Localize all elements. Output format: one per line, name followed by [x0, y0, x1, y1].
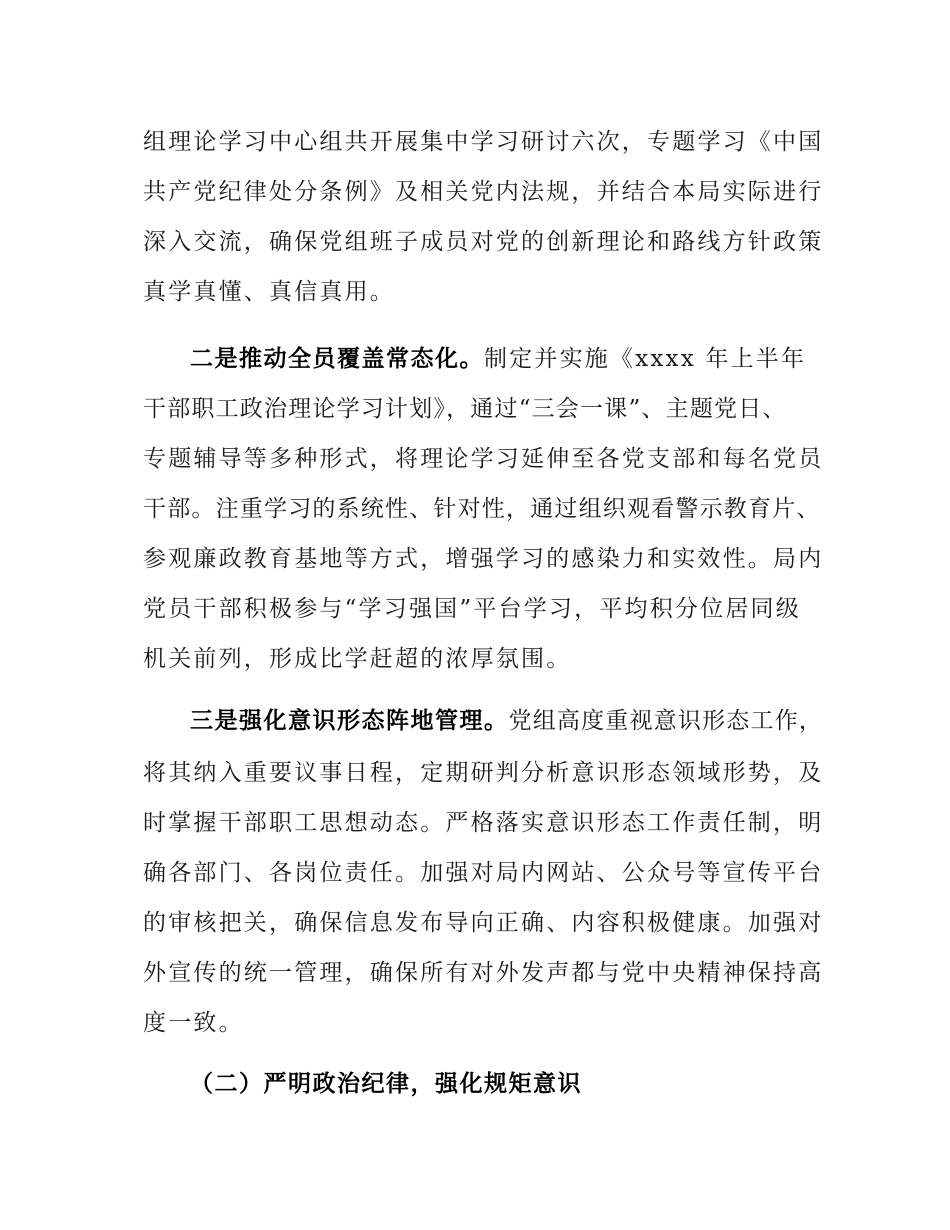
- paragraph-line: 组理论学习中心组共开展集中学习研讨六次，专题学习《中国: [143, 129, 824, 155]
- paragraph-line: 党员干部积极参与“学习强国”平台学习，平均积分位居同级: [143, 596, 801, 622]
- paragraph-line: 真学真懂、真信真用。: [143, 279, 395, 305]
- paragraph-first-line: [190, 344, 880, 374]
- paragraph-line: 度一致。: [143, 1010, 244, 1036]
- paragraph-line: 深入交流，确保党组班子成员对党的创新理论和路线方针政策: [143, 229, 824, 255]
- paragraph-line: 专题辅导等多种形式，将理论学习延伸至各党支部和每名党员: [143, 446, 824, 472]
- paragraph-line: 时掌握干部职工思想动态。严格落实意识形态工作责任制，明: [143, 810, 824, 836]
- paragraph-line: 参观廉政教育基地等方式，增强学习的感染力和实效性。局内: [143, 546, 824, 572]
- paragraph-line: 的审核把关，确保信息发布导向正确、内容积极健康。加强对: [143, 910, 824, 936]
- paragraph-line: 机关前列，形成比学赶超的浓厚氛围。: [143, 646, 572, 672]
- paragraph-first-line: [190, 706, 880, 736]
- paragraph-text: 党组高度重视意识形态工作，: [508, 708, 824, 734]
- paragraph-line: 确各部门、各岗位责任。加强对局内网站、公众号等宣传平台: [143, 860, 824, 886]
- paragraph-text: 制定并实施《xxxx 年上半年: [484, 346, 807, 372]
- paragraph-heading: 二是推动全员覆盖常态化。: [190, 346, 484, 372]
- paragraph-line: 干部职工政治理论学习计划》，通过“三会一课”、主题党日、: [143, 396, 787, 422]
- paragraph-line: 将其纳入重要议事日程，定期研判分析意识形态领域形势，及: [143, 760, 824, 786]
- section-title: （二）严明政治纪律，强化规矩意识: [190, 1071, 582, 1097]
- paragraph-line: 外宣传的统一管理，确保所有对外发声都与党中央精神保持高: [143, 960, 824, 986]
- paragraph-line: 干部。注重学习的系统性、针对性，通过组织观看警示教育片、: [143, 496, 821, 522]
- paragraph-line: 共产党纪律处分条例》及相关党内法规，并结合本局实际进行: [143, 179, 824, 205]
- paragraph-heading: 三是强化意识形态阵地管理。: [190, 708, 509, 734]
